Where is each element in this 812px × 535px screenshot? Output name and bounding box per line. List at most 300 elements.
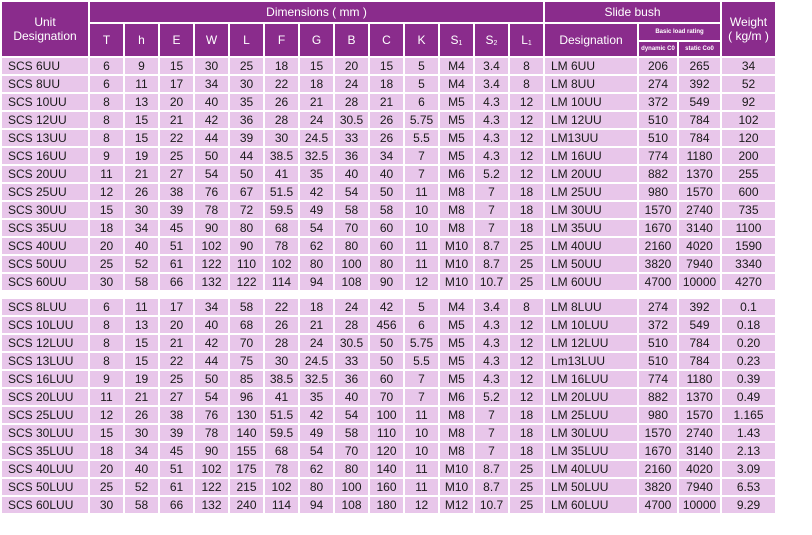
table-cell: LM 50LUU — [545, 479, 637, 495]
table-cell: SCS 8UU — [2, 76, 88, 92]
table-cell: 12 — [405, 274, 438, 290]
table-cell: 4.3 — [475, 353, 508, 369]
table-cell: LM 25LUU — [545, 407, 637, 423]
table-cell: 45 — [160, 220, 193, 236]
table-cell: 42 — [195, 112, 228, 128]
table-cell: 2740 — [679, 202, 720, 218]
table-cell: 1670 — [639, 443, 677, 459]
table-cell: 45 — [160, 443, 193, 459]
table-cell: 110 — [370, 425, 403, 441]
unit-designation-header: Unit Designation — [2, 2, 88, 56]
table-cell: 17 — [160, 299, 193, 315]
table-cell: LM 10LUU — [545, 317, 637, 333]
table-cell: 18 — [510, 220, 543, 236]
table-cell: M8 — [440, 220, 473, 236]
table-cell: 15 — [300, 58, 333, 74]
table-cell: 510 — [639, 353, 677, 369]
table-cell: 15 — [125, 335, 158, 351]
table-cell: 25 — [230, 58, 263, 74]
table-cell: 4020 — [679, 461, 720, 477]
table-cell: M8 — [440, 425, 473, 441]
table-cell: 15 — [125, 130, 158, 146]
table-cell: 456 — [370, 317, 403, 333]
table-cell: SCS 60UU — [2, 274, 88, 290]
table-cell: 30 — [90, 497, 123, 513]
table-cell: 52 — [722, 76, 775, 92]
table-cell: 70 — [370, 389, 403, 405]
table-cell: 8.7 — [475, 238, 508, 254]
table-cell: 7 — [475, 202, 508, 218]
table-cell: 549 — [679, 317, 720, 333]
table-cell: 510 — [639, 130, 677, 146]
table-cell: 3.4 — [475, 58, 508, 74]
table-cell: 122 — [195, 479, 228, 495]
table-cell: 24.5 — [300, 353, 333, 369]
table-cell: 10.7 — [475, 274, 508, 290]
table-row — [2, 317, 775, 333]
table-cell: 5.2 — [475, 389, 508, 405]
table-cell: 60 — [370, 371, 403, 387]
table-cell: 10.7 — [475, 497, 508, 513]
table-cell: 44 — [230, 148, 263, 164]
table-cell: 21 — [160, 335, 193, 351]
table-cell: 58 — [230, 299, 263, 315]
table-cell: 34 — [370, 148, 403, 164]
table-cell: 882 — [639, 166, 677, 182]
table-cell: 27 — [160, 166, 193, 182]
table-cell: 130 — [230, 407, 263, 423]
table-cell: 18 — [300, 76, 333, 92]
table-cell: 90 — [370, 274, 403, 290]
table-cell: M8 — [440, 202, 473, 218]
table-cell: 40 — [125, 461, 158, 477]
table-cell: SCS 50UU — [2, 256, 88, 272]
table-cell: SCS 40LUU — [2, 461, 88, 477]
table-cell: LM 10UU — [545, 94, 637, 110]
table-cell: 32.5 — [300, 371, 333, 387]
table-cell: 72 — [230, 202, 263, 218]
table-cell: 50 — [195, 371, 228, 387]
table-cell: 12 — [405, 497, 438, 513]
table-cell: M10 — [440, 479, 473, 495]
table-cell: 59.5 — [265, 202, 298, 218]
table-cell: 42 — [300, 407, 333, 423]
table-cell: 15 — [125, 112, 158, 128]
table-cell: 34 — [195, 299, 228, 315]
table-cell: 61 — [160, 479, 193, 495]
col-B-header: B — [335, 24, 368, 56]
table-cell: 12 — [510, 335, 543, 351]
table-cell: LM 20LUU — [545, 389, 637, 405]
table-cell: 120 — [722, 130, 775, 146]
table-cell: 26 — [265, 94, 298, 110]
table-cell: 18 — [510, 184, 543, 200]
table-cell: M4 — [440, 58, 473, 74]
table-cell: 24 — [300, 335, 333, 351]
table-cell: 114 — [265, 274, 298, 290]
table-cell: 392 — [679, 76, 720, 92]
table-row — [2, 443, 775, 459]
table-cell: 110 — [230, 256, 263, 272]
table-row — [2, 274, 775, 290]
table-cell: 3140 — [679, 443, 720, 459]
table-cell: 6 — [405, 94, 438, 110]
table-cell: 78 — [195, 425, 228, 441]
table-cell: 13 — [125, 317, 158, 333]
table-cell: 33 — [335, 353, 368, 369]
table-row — [2, 389, 775, 405]
table-cell: 12 — [510, 317, 543, 333]
table-cell: 2160 — [639, 461, 677, 477]
table-cell: 5 — [405, 76, 438, 92]
table-cell: SCS 16LUU — [2, 371, 88, 387]
table-cell: 8 — [90, 335, 123, 351]
table-cell: M4 — [440, 299, 473, 315]
table-cell: 41 — [265, 166, 298, 182]
table-cell: 25 — [510, 461, 543, 477]
table-cell: LM 35UU — [545, 220, 637, 236]
table-cell: 9 — [90, 148, 123, 164]
table-cell: 58 — [125, 274, 158, 290]
table-cell: 70 — [230, 335, 263, 351]
table-cell: 784 — [679, 353, 720, 369]
table-cell: 7 — [475, 425, 508, 441]
table-cell: 24 — [335, 299, 368, 315]
basic-load-rating-header: Basic load rating — [639, 24, 720, 40]
table-cell: 5 — [405, 299, 438, 315]
table-cell: 102 — [265, 479, 298, 495]
table-cell: 51.5 — [265, 184, 298, 200]
table-row — [2, 130, 775, 146]
table-cell: SCS 20UU — [2, 166, 88, 182]
table-cell: 12 — [510, 389, 543, 405]
table-cell: 1100 — [722, 220, 775, 236]
table-cell: 1370 — [679, 389, 720, 405]
table-cell: 12 — [510, 166, 543, 182]
table-row — [2, 497, 775, 513]
table-cell: 75 — [230, 353, 263, 369]
col-K-header: K — [405, 24, 438, 56]
table-cell: 8.7 — [475, 461, 508, 477]
table-cell: 28 — [335, 94, 368, 110]
table-cell: LM 16UU — [545, 148, 637, 164]
table-cell: SCS 50LUU — [2, 479, 88, 495]
table-cell: 11 — [125, 299, 158, 315]
table-cell: 25 — [90, 479, 123, 495]
table-cell: 1570 — [679, 407, 720, 423]
table-cell: 39 — [160, 425, 193, 441]
table-cell: 160 — [370, 479, 403, 495]
table-cell: 38 — [160, 184, 193, 200]
table-cell: 61 — [160, 256, 193, 272]
table-cell: LM 30UU — [545, 202, 637, 218]
col-L1-header: L1 — [510, 24, 543, 56]
table-cell: 68 — [265, 220, 298, 236]
table-cell: 26 — [125, 407, 158, 423]
table-cell: 122 — [195, 256, 228, 272]
table-cell: 94 — [300, 274, 333, 290]
table-cell: LM 30LUU — [545, 425, 637, 441]
table-cell: 0.39 — [722, 371, 775, 387]
table-cell: 11 — [90, 389, 123, 405]
table-cell: 54 — [335, 407, 368, 423]
table-cell: 180 — [370, 497, 403, 513]
table-cell: 100 — [335, 479, 368, 495]
table-cell: M5 — [440, 112, 473, 128]
table-cell: SCS 16UU — [2, 148, 88, 164]
table-cell: 39 — [230, 130, 263, 146]
table-cell: 100 — [370, 407, 403, 423]
table-cell: 40 — [125, 238, 158, 254]
table-row — [2, 299, 775, 315]
table-cell: 200 — [722, 148, 775, 164]
table-cell: 25 — [510, 238, 543, 254]
table-row — [2, 353, 775, 369]
table-cell: 40 — [195, 94, 228, 110]
table-cell: 60 — [370, 220, 403, 236]
table-cell: 24 — [300, 112, 333, 128]
table-cell: 10 — [405, 425, 438, 441]
table-cell: 1590 — [722, 238, 775, 254]
table-row — [2, 461, 775, 477]
table-cell: SCS 10LUU — [2, 317, 88, 333]
table-cell: 34 — [722, 58, 775, 74]
table-cell: 372 — [639, 317, 677, 333]
table-cell: 38 — [160, 407, 193, 423]
table-row — [2, 112, 775, 128]
table-cell: 784 — [679, 112, 720, 128]
table-cell: 0.20 — [722, 335, 775, 351]
table-cell: 1570 — [679, 184, 720, 200]
table-cell: 30.5 — [335, 335, 368, 351]
table-cell: M6 — [440, 389, 473, 405]
table-cell: 67 — [230, 184, 263, 200]
table-cell: 3.4 — [475, 299, 508, 315]
table-cell: 140 — [230, 425, 263, 441]
table-cell: 108 — [335, 274, 368, 290]
table-cell: 600 — [722, 184, 775, 200]
table-cell: 54 — [335, 184, 368, 200]
table-cell: 32.5 — [300, 148, 333, 164]
table-cell: 5.5 — [405, 130, 438, 146]
table-cell: 3340 — [722, 256, 775, 272]
table-row — [2, 479, 775, 495]
table-cell: 62 — [300, 461, 333, 477]
table-cell: SCS 25UU — [2, 184, 88, 200]
table-cell: 49 — [300, 202, 333, 218]
table-cell: 42 — [370, 299, 403, 315]
table-cell: 60 — [370, 238, 403, 254]
table-cell: 4.3 — [475, 94, 508, 110]
table-cell: 549 — [679, 94, 720, 110]
table-cell: 35 — [300, 166, 333, 182]
table-cell: SCS 30LUU — [2, 425, 88, 441]
table-cell: 510 — [639, 335, 677, 351]
table-cell: 42 — [195, 335, 228, 351]
table-cell: SCS 35UU — [2, 220, 88, 236]
table-cell: 18 — [510, 425, 543, 441]
table-cell: 44 — [195, 353, 228, 369]
table-cell: 0.18 — [722, 317, 775, 333]
table-cell: 372 — [639, 94, 677, 110]
table-cell: 36 — [335, 148, 368, 164]
table-cell: 40 — [370, 166, 403, 182]
table-cell: 66 — [160, 274, 193, 290]
table-cell: 7940 — [679, 256, 720, 272]
table-cell: 7 — [475, 407, 508, 423]
table-cell: 21 — [125, 166, 158, 182]
table-cell: 9.29 — [722, 497, 775, 513]
table-cell: 4.3 — [475, 148, 508, 164]
table-cell: 20 — [160, 94, 193, 110]
table-cell: 980 — [639, 184, 677, 200]
table-cell: LM 50UU — [545, 256, 637, 272]
table-cell: M5 — [440, 353, 473, 369]
table-cell: 18 — [300, 299, 333, 315]
table-cell: 24 — [335, 76, 368, 92]
table-cell: 8 — [90, 317, 123, 333]
table-cell: 30 — [195, 58, 228, 74]
table-cell: 22 — [265, 76, 298, 92]
table-cell: 30 — [125, 425, 158, 441]
table-cell: 18 — [510, 443, 543, 459]
table-cell: 108 — [335, 497, 368, 513]
table-cell: 42 — [300, 184, 333, 200]
table-cell: 13 — [125, 94, 158, 110]
table-cell: 8.7 — [475, 256, 508, 272]
table-cell: 3.4 — [475, 76, 508, 92]
dynamic-load-header: dynamic C0 — [639, 42, 677, 56]
table-cell: 80 — [300, 479, 333, 495]
table-row — [2, 148, 775, 164]
table-cell: M10 — [440, 461, 473, 477]
table-cell: 11 — [125, 76, 158, 92]
table-cell: M10 — [440, 274, 473, 290]
table-cell: 12 — [510, 130, 543, 146]
table-cell: 34 — [125, 443, 158, 459]
table-cell: M5 — [440, 335, 473, 351]
col-S1-header: S1 — [440, 24, 473, 56]
col-h-header: h — [125, 24, 158, 56]
table-cell: LM 12UU — [545, 112, 637, 128]
table-cell: 20 — [335, 58, 368, 74]
table-cell: 8 — [510, 58, 543, 74]
table-row — [2, 371, 775, 387]
spec-table-body — [2, 58, 775, 513]
table-cell: 4.3 — [475, 317, 508, 333]
table-cell: 80 — [335, 461, 368, 477]
table-cell: 21 — [370, 94, 403, 110]
table-cell: 2740 — [679, 425, 720, 441]
table-cell: 7 — [475, 443, 508, 459]
table-cell: 40 — [335, 389, 368, 405]
table-cell: 102 — [265, 256, 298, 272]
table-cell: 155 — [230, 443, 263, 459]
table-cell: 120 — [370, 443, 403, 459]
table-cell: SCS 12LUU — [2, 335, 88, 351]
col-C-header: C — [370, 24, 403, 56]
table-cell: 11 — [405, 479, 438, 495]
table-cell: M8 — [440, 184, 473, 200]
table-cell: 26 — [370, 112, 403, 128]
bush-designation-header: Designation — [545, 24, 637, 56]
table-cell: M5 — [440, 130, 473, 146]
table-cell: 25 — [510, 256, 543, 272]
table-cell: 78 — [265, 238, 298, 254]
table-cell: 774 — [639, 371, 677, 387]
table-cell: 52 — [125, 256, 158, 272]
table-cell: LM 35LUU — [545, 443, 637, 459]
table-cell: 1370 — [679, 166, 720, 182]
table-cell: 28 — [265, 335, 298, 351]
table-cell: 1180 — [679, 148, 720, 164]
table-cell: 274 — [639, 76, 677, 92]
table-cell: SCS 35LUU — [2, 443, 88, 459]
table-cell: 49 — [300, 425, 333, 441]
table-row — [2, 335, 775, 351]
table-cell: 80 — [230, 220, 263, 236]
table-cell: 11 — [90, 166, 123, 182]
table-cell: LM 16LUU — [545, 371, 637, 387]
table-cell: 40 — [195, 317, 228, 333]
table-row — [2, 256, 775, 272]
table-cell: 11 — [405, 407, 438, 423]
table-cell: 15 — [90, 202, 123, 218]
table-cell: 7 — [405, 166, 438, 182]
table-cell: 21 — [160, 112, 193, 128]
table-cell: 1670 — [639, 220, 677, 236]
table-cell: 274 — [639, 299, 677, 315]
table-cell: 4020 — [679, 238, 720, 254]
table-cell: 1570 — [639, 425, 677, 441]
table-cell: 80 — [335, 238, 368, 254]
table-cell: 4.3 — [475, 335, 508, 351]
table-cell: 34 — [195, 76, 228, 92]
table-cell: 50 — [370, 184, 403, 200]
table-cell: 9 — [90, 371, 123, 387]
table-cell: 58 — [125, 497, 158, 513]
table-cell: 3.09 — [722, 461, 775, 477]
table-row — [2, 184, 775, 200]
table-cell: 7 — [475, 184, 508, 200]
table-cell: 784 — [679, 130, 720, 146]
table-cell: 12 — [510, 353, 543, 369]
table-cell: 114 — [265, 497, 298, 513]
table-cell: SCS 8LUU — [2, 299, 88, 315]
slide-bush-header: Slide bush — [545, 2, 720, 22]
table-cell: 9 — [125, 58, 158, 74]
table-cell: 28 — [335, 317, 368, 333]
table-cell: 35 — [300, 389, 333, 405]
table-cell: M12 — [440, 497, 473, 513]
table-cell: 50 — [195, 148, 228, 164]
table-cell: 25 — [160, 371, 193, 387]
table-cell: 25 — [510, 274, 543, 290]
table-cell: 392 — [679, 299, 720, 315]
table-cell: 78 — [195, 202, 228, 218]
table-cell: 11 — [405, 461, 438, 477]
table-cell: 4.3 — [475, 371, 508, 387]
table-cell: M5 — [440, 317, 473, 333]
static-load-header: static Co0 — [679, 42, 720, 56]
table-cell: SCS 40UU — [2, 238, 88, 254]
table-cell: 30 — [265, 353, 298, 369]
table-cell: 15 — [125, 353, 158, 369]
table-cell: M6 — [440, 166, 473, 182]
dimensions-header: Dimensions ( mm ) — [90, 2, 543, 22]
table-cell: 50 — [230, 166, 263, 182]
table-cell: 58 — [335, 425, 368, 441]
